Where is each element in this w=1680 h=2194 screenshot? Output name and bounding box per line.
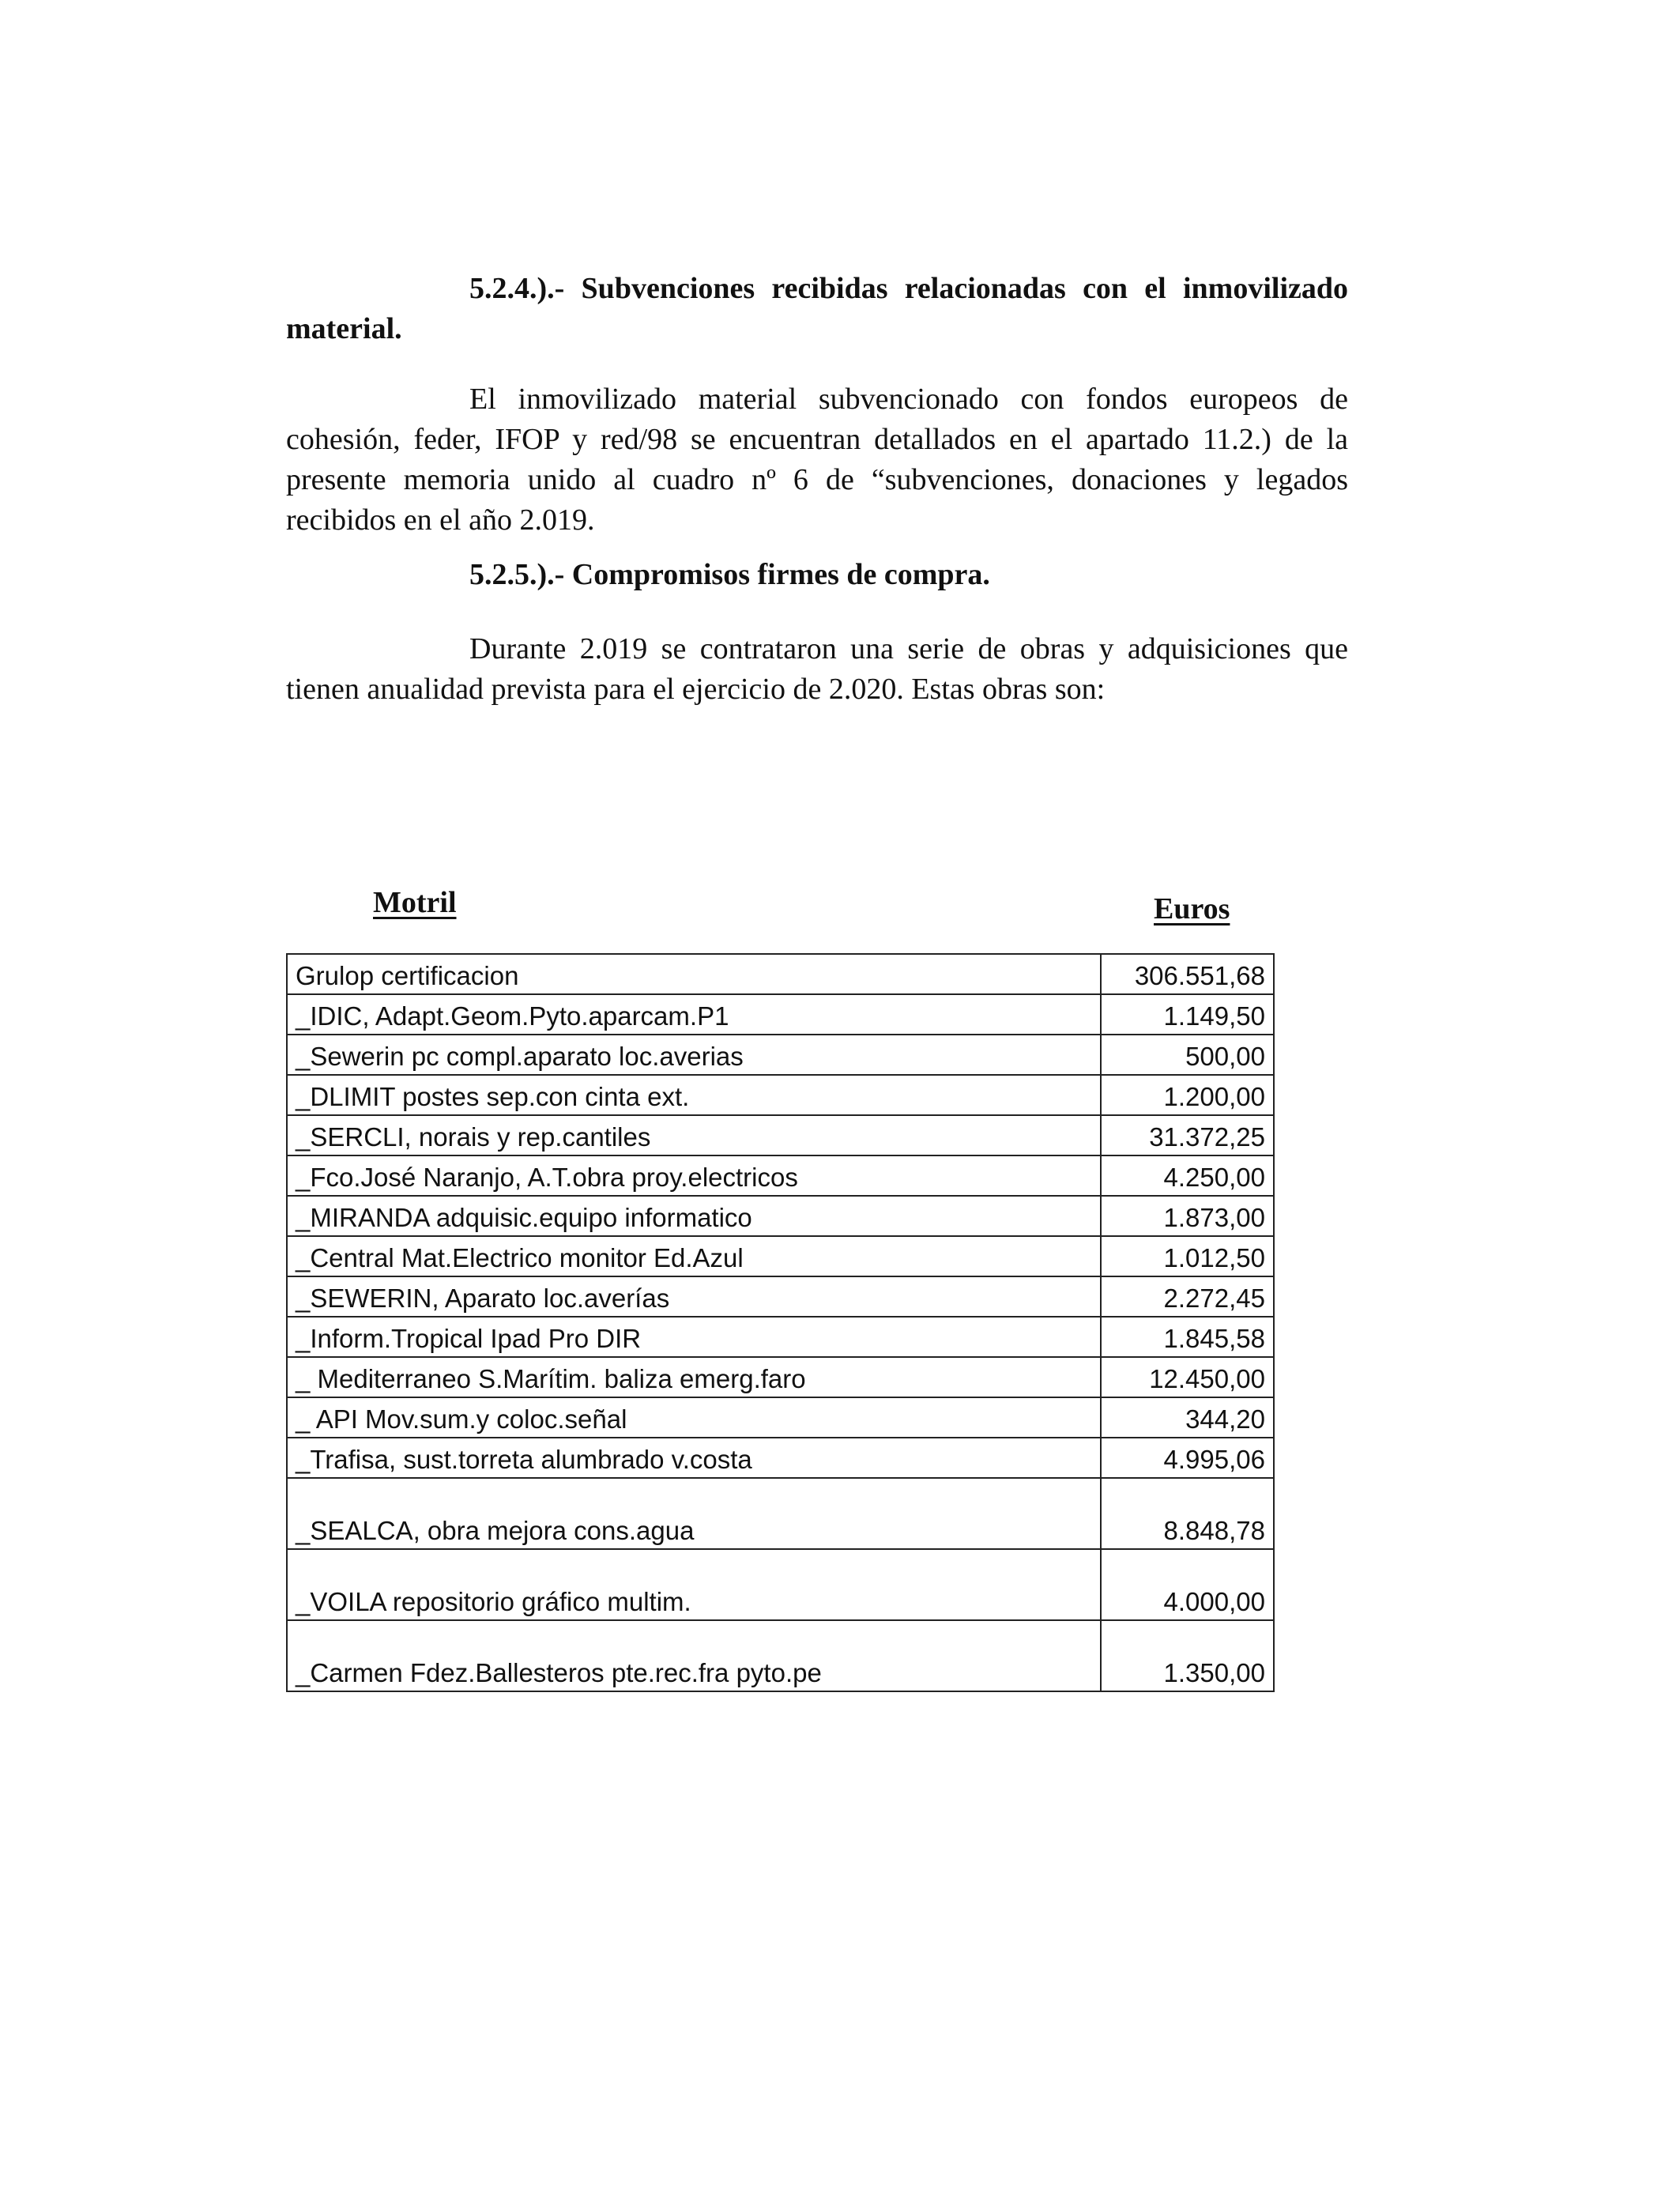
table-row [287,1155,1274,1196]
row-amount: 12.450,00 [1101,1357,1274,1397]
table-label-euros: Euros [1154,892,1230,925]
table-row [287,1236,1274,1276]
table-row [287,1276,1274,1317]
table-row [287,1397,1274,1438]
row-amount: 4.995,06 [1101,1438,1274,1478]
row-concept: _Inform.Tropical Ipad Pro DIR [287,1317,1101,1357]
row-amount: 31.372,25 [1101,1115,1274,1155]
row-concept: Grulop certificacion [287,954,1101,994]
table-row [287,1478,1274,1549]
row-amount: 2.272,45 [1101,1276,1274,1317]
row-amount: 4.250,00 [1101,1155,1274,1196]
row-concept: _Fco.José Naranjo, A.T.obra proy.electricos [287,1155,1101,1196]
table-row [287,1357,1274,1397]
section-heading-subvenciones: 5.2.4.).- Subvenciones recibidas relacionadas con el inmovilizado material. [286,272,1348,345]
row-concept: _Central Mat.Electrico monitor Ed.Azul [287,1236,1101,1276]
row-concept: _ API Mov.sum.y coloc.señal [287,1397,1101,1438]
table-row [287,1317,1274,1357]
row-amount: 306.551,68 [1101,954,1274,994]
row-amount: 8.848,78 [1101,1478,1274,1549]
table-row [287,1438,1274,1478]
table-row [287,1075,1274,1115]
row-concept: _DLIMIT postes sep.con cinta ext. [287,1075,1101,1115]
row-concept: _SEALCA, obra mejora cons.agua [287,1478,1101,1549]
row-amount: 4.000,00 [1101,1549,1274,1620]
row-amount: 1.200,00 [1101,1075,1274,1115]
row-amount: 1.845,58 [1101,1317,1274,1357]
row-concept: _Carmen Fdez.Ballesteros pte.rec.fra pyto.pe [287,1620,1101,1691]
row-amount: 1.012,50 [1101,1236,1274,1276]
table-label-motril: Motril [373,886,457,919]
table-row [287,1549,1274,1620]
table-row [287,1196,1274,1236]
section-heading-compromisos: 5.2.5.).- Compromisos firmes de compra. [469,558,990,591]
row-concept: _VOILA repositorio gráfico multim. [287,1549,1101,1620]
section-paragraph-compromisos: Durante 2.019 se contrataron una serie de obras y adquisiciones que tienen anualidad prevista para el ejercicio de 2.020. Estas obras son: [286,632,1348,706]
commitments-table [286,953,1275,1692]
row-amount: 344,20 [1101,1397,1274,1438]
row-amount: 1.350,00 [1101,1620,1274,1691]
table-row [287,1035,1274,1075]
commitments-table-body [287,954,1274,1691]
row-concept: _ Mediterraneo S.Marítim. baliza emerg.faro [287,1357,1101,1397]
table-row [287,954,1274,994]
row-concept: _SEWERIN, Aparato loc.averías [287,1276,1101,1317]
table-row [287,1115,1274,1155]
row-concept: _Sewerin pc compl.aparato loc.averias [287,1035,1101,1075]
row-concept: _SERCLI, norais y rep.cantiles [287,1115,1101,1155]
row-concept: _Trafisa, sust.torreta alumbrado v.costa [287,1438,1101,1478]
row-concept: _MIRANDA adquisic.equipo informatico [287,1196,1101,1236]
row-amount: 500,00 [1101,1035,1274,1075]
table-row [287,1620,1274,1691]
section-paragraph-subvenciones: El inmovilizado material subvencionado con fondos europeos de cohesión, feder, IFOP y red/98 se encuentran detallados en el apartado 11.2.) de la presente memoria unido al cuadro nº 6 de “subvenciones, donaciones y legados recibidos en el año 2.019. [286,383,1348,537]
table-row [287,994,1274,1035]
row-concept: _IDIC, Adapt.Geom.Pyto.aparcam.P1 [287,994,1101,1035]
row-amount: 1.873,00 [1101,1196,1274,1236]
row-amount: 1.149,50 [1101,994,1274,1035]
